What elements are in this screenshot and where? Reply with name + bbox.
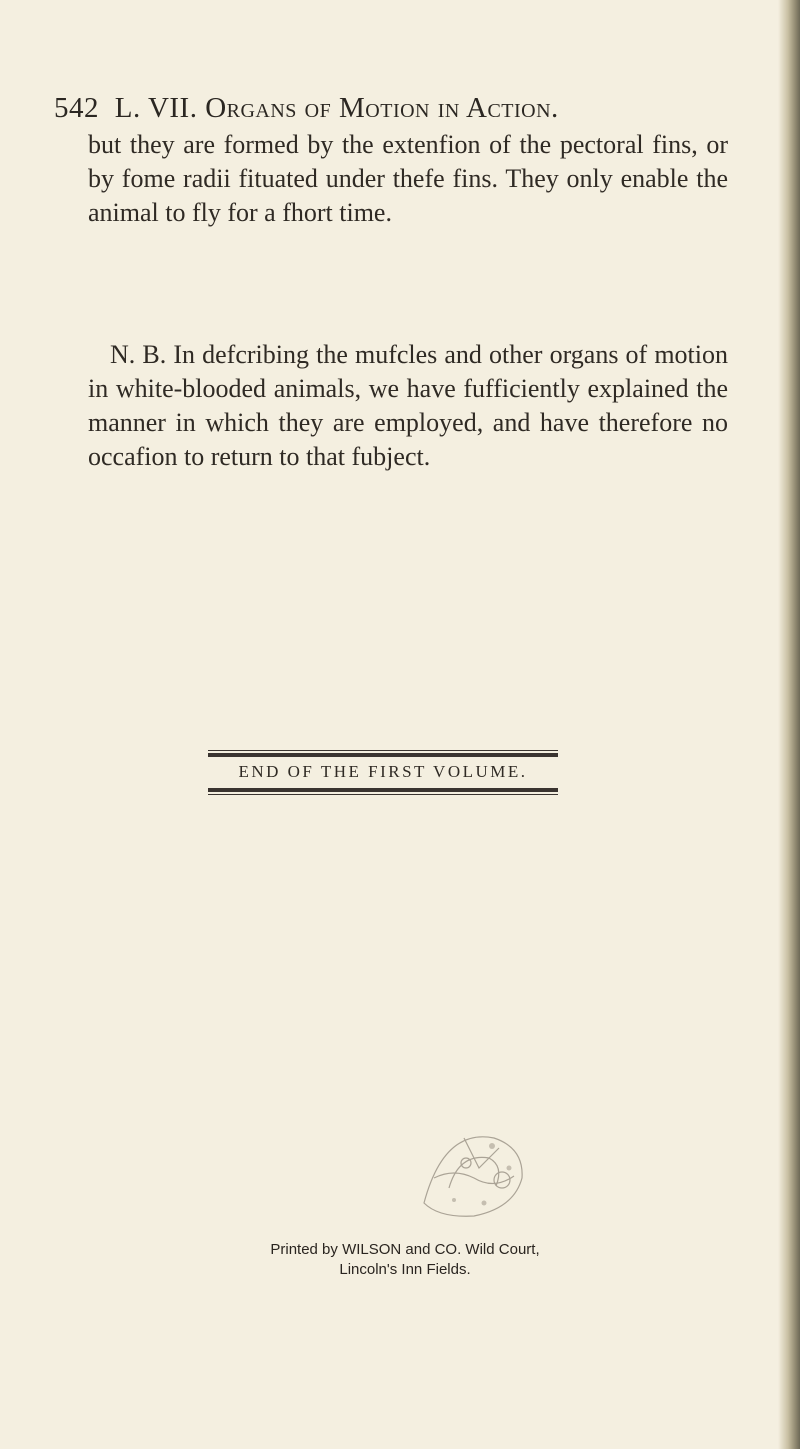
- imprint-line-1: Printed by WILSON and CO. Wild Court,: [270, 1241, 540, 1258]
- bottom-double-rule: [208, 788, 558, 795]
- chapter-title: L. VII. Organs of Motion in Action.: [114, 92, 559, 124]
- imprint-line-2: Lincoln's Inn Fields.: [339, 1261, 471, 1278]
- paragraph-1: [88, 128, 728, 230]
- paragraph-2: [88, 338, 728, 474]
- page-number: 542: [54, 92, 99, 124]
- paragraph-text: N. B. In defcribing the mufcles and other organs of motion in white-blooded animals, we have fufficiently explained the manner in which they are employed, and have therefore no occafion to return to that fubject.: [88, 340, 728, 471]
- paragraph-text: but they are formed by the extenfion of the pectoral fins, or by fome radii fituated under thefe fins. They only enable the animal to fly for a fhort time.: [88, 130, 728, 227]
- printers-ornament-icon: [404, 1108, 544, 1228]
- printer-imprint: [240, 1240, 570, 1280]
- page-edge-shadow: [778, 0, 800, 1449]
- running-head: [54, 92, 744, 125]
- end-of-volume-caption: END OF THE FIRST VOLUME.: [238, 762, 528, 781]
- top-double-rule: [208, 750, 558, 757]
